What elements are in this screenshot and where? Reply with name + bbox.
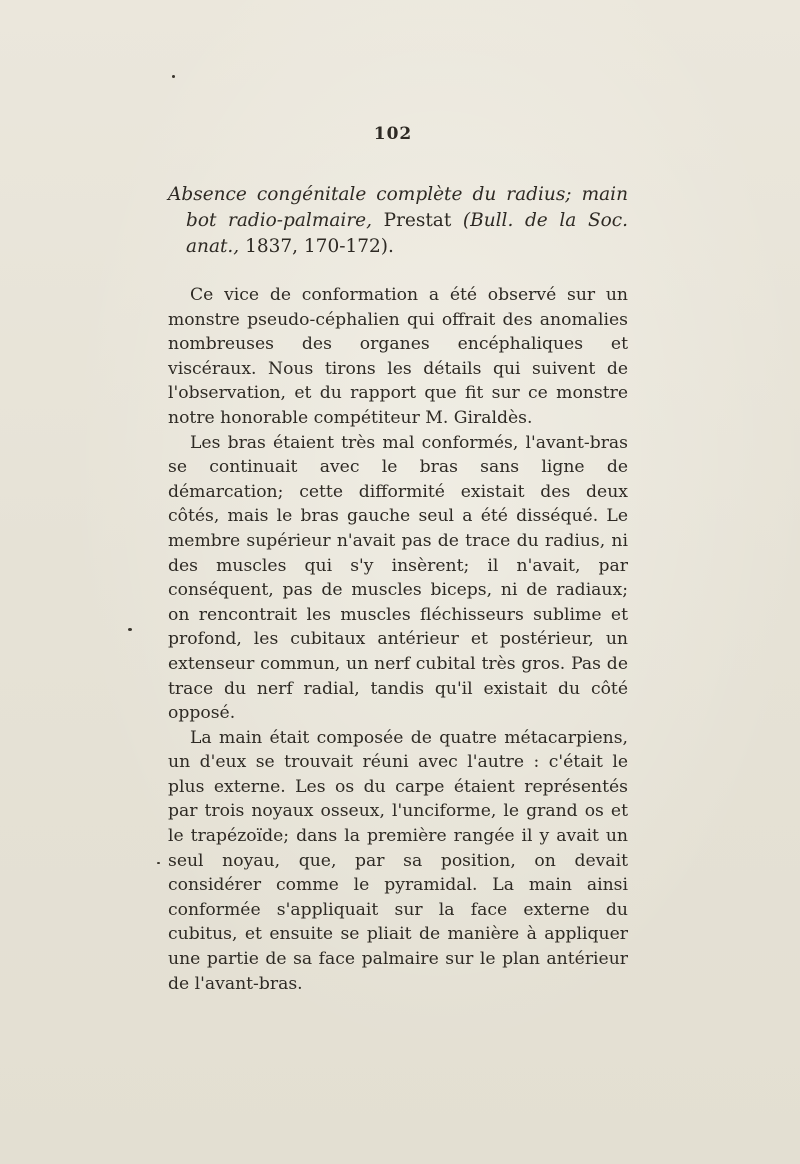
heading-source-pages: 1837, 170-172).: [245, 236, 394, 257]
paragraph-2: Les bras étaient très mal conformés, l'avant-bras se continuait avec le bras sans ligne de démarcation; cette difformité existait des deux côtés, mais le bras gauche seul a été disséqué. Le membre supérieur n'avait pas de trace du radius, ni des muscles qui s'y insèrent; il n'avait, par conséquent, pas de muscles biceps, ni de radiaux; on rencontrait les muscles fléchisseurs sublime et profond, les cubitaux antérieur et postérieur, un extenseur commun, un nerf cubital très gros. Pas de trace du nerf radial, tandis qu'il existait du côté opposé.: [168, 432, 628, 724]
text-block: [168, 182, 628, 996]
heading-author: Prestat: [383, 210, 452, 231]
ink-speck: [172, 75, 175, 78]
ink-speck: [128, 628, 132, 631]
observation-heading: [168, 182, 628, 260]
heading-title: Absence congénitale complète du radius; main bot radio-palmaire,: [168, 184, 628, 231]
page-number: 102: [373, 124, 413, 144]
ink-speck: [157, 862, 160, 864]
paragraph-3: La main était composée de quatre métacarpiens, un d'eux se trouvait réuni avec l'autre : c'était le plus externe. Les os du carpe étaient représentés par trois noyaux osseux, l'unciforme, le grand os et le trapézoïde; dans la première rangée il y avait un seul noyau, que, par sa position, on devait considérer comme le pyramidal. La main ainsi conformée s'appliquait sur la face externe du cubitus, et ensuite se pliait de manière à appliquer une partie de sa face palmaire sur le plan antérieur de l'avant-bras.: [168, 727, 628, 994]
paragraph-1: Ce vice de conformation a été observé sur un monstre pseudo-céphalien qui offrait des anomalies nombreuses des organes encéphaliques et viscéraux. Nous tirons les détails qui suivent de l'observation, et du rapport que fit sur ce monstre notre honorable compétiteur M. Giraldès.: [168, 285, 628, 428]
heading-source: (Bull. de la Soc. anat.,: [186, 210, 628, 257]
